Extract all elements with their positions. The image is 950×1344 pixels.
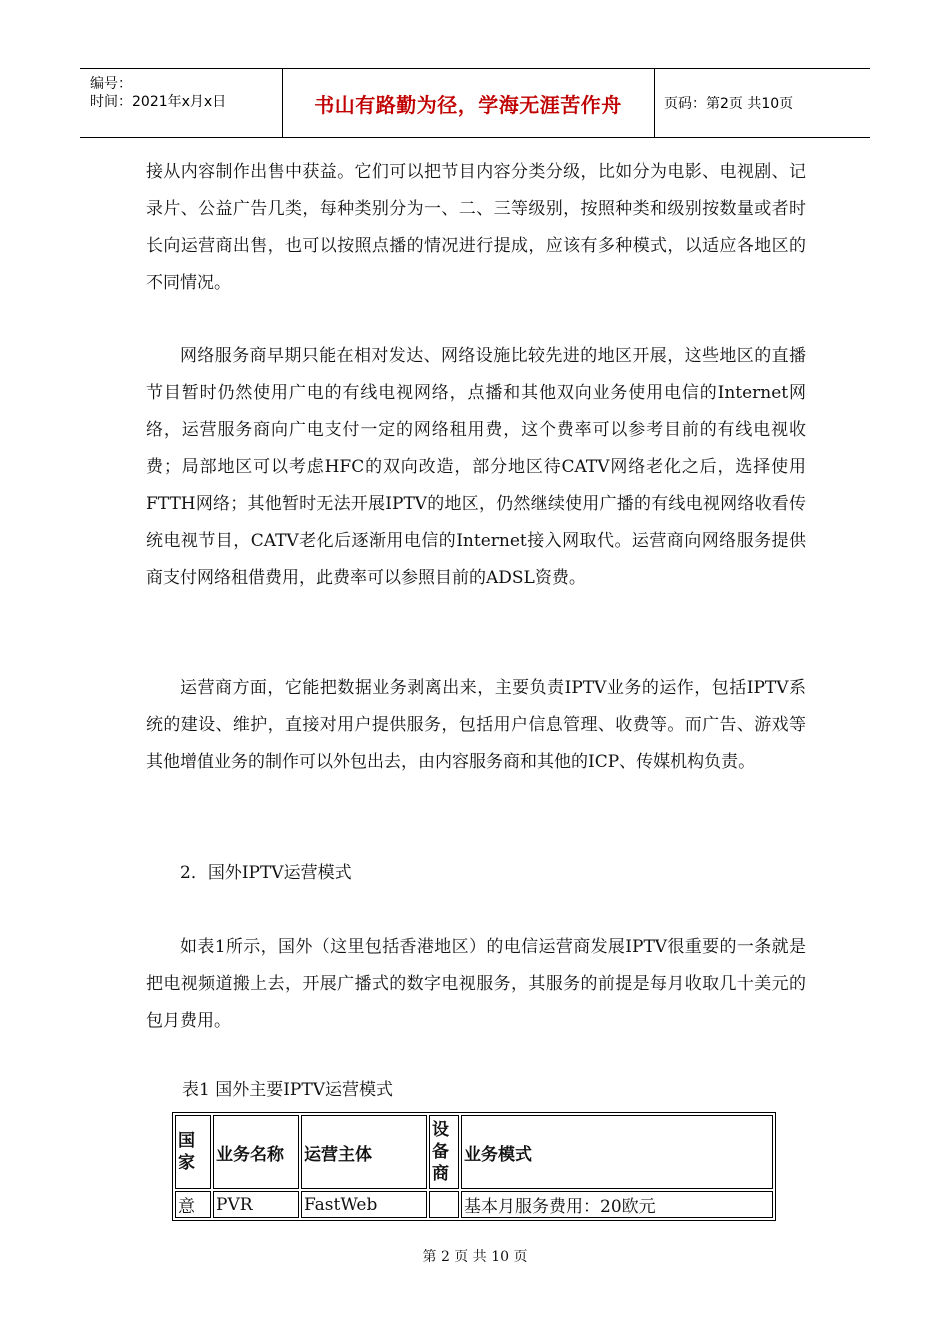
cell-business-model: 基本月服务费用：20欧元 xyxy=(461,1191,773,1218)
table-row xyxy=(175,1191,773,1218)
cell-service-name: PVR xyxy=(213,1191,299,1218)
header-country: 国家 xyxy=(175,1115,211,1189)
document-number-label: 编号： xyxy=(90,76,132,92)
paragraph-operator: 运营商方面，它能把数据业务剥离出来，主要负责IPTV业务的运作，包括IPTV系统的建设、维护，直接对用户提供服务，包括用户信息管理、收费等。而广告、游戏等其他增值业务的制作可以外包出去，由内容服务商和其他的ICP、传媒机构负责。 xyxy=(146,678,806,772)
header-service-name: 业务名称 xyxy=(213,1115,299,1189)
cell-equipment-vendor xyxy=(429,1191,459,1218)
header-operator: 运营主体 xyxy=(301,1115,427,1189)
cell-operator: FastWeb xyxy=(301,1191,427,1218)
header-meta-cell xyxy=(80,69,283,137)
document-header xyxy=(80,68,870,138)
iptv-models-table xyxy=(172,1112,776,1221)
paragraph-foreign-operators: 如表1所示，国外（这里包括香港地区）的电信运营商发展IPTV很重要的一条就是把电视频道搬上去，开展广播式的数字电视服务，其服务的前提是每月收取几十美元的包月费用。 xyxy=(146,937,806,1031)
header-motto-cell xyxy=(282,69,655,137)
header-motto: 书山有路勤为径，学海无涯苦作舟 xyxy=(314,92,622,117)
table-header-row xyxy=(175,1115,773,1189)
document-date: 时间：2021年x月x日 xyxy=(90,94,227,110)
header-business-model: 业务模式 xyxy=(461,1115,773,1189)
page-footer: 第 2 页 共 10 页 xyxy=(422,1249,528,1265)
table-caption: 表1 国外主要IPTV运营模式 xyxy=(182,1080,393,1100)
paragraph-content-provider: 接从内容制作出售中获益。它们可以把节目内容分类分级，比如分为电影、电视剧、记录片、公益广告几类，每种类别分为一、二、三等级别，按照种类和级别按数量或者时长向运营商出售，也可以按照点播的情况进行提成，应该有多种模式，以适应各地区的不同情况。 xyxy=(146,162,806,293)
section-heading-foreign-models: 2．国外IPTV运营模式 xyxy=(180,863,352,883)
paragraph-network-provider: 网络服务商早期只能在相对发达、网络设施比较先进的地区开展，这些地区的直播节目暂时仍然使用广电的有线电视网络，点播和其他双向业务使用电信的Internet网络，运营服务商向广电支付一定的网络租用费，这个费率可以参考目前的有线电视收费；局部地区可以考虑HFC的双向改造，部分地区待CATV网络老化之后，选择使用FTTH网络；其他暂时无法开展IPTV的地区，仍然继续使用广播的有线电视网络收看传统电视节目，CATV老化后逐渐用电信的Internet接入网取代。运营商向网络服务提供商支付网络租借费用，此费率可以参照目前的ADSL资费。 xyxy=(146,346,806,588)
cell-country: 意 xyxy=(175,1191,211,1218)
header-page-info: 页码：第2页 共10页 xyxy=(664,96,794,112)
header-equipment-vendor: 设备商 xyxy=(429,1115,459,1189)
header-page-cell xyxy=(656,69,870,137)
